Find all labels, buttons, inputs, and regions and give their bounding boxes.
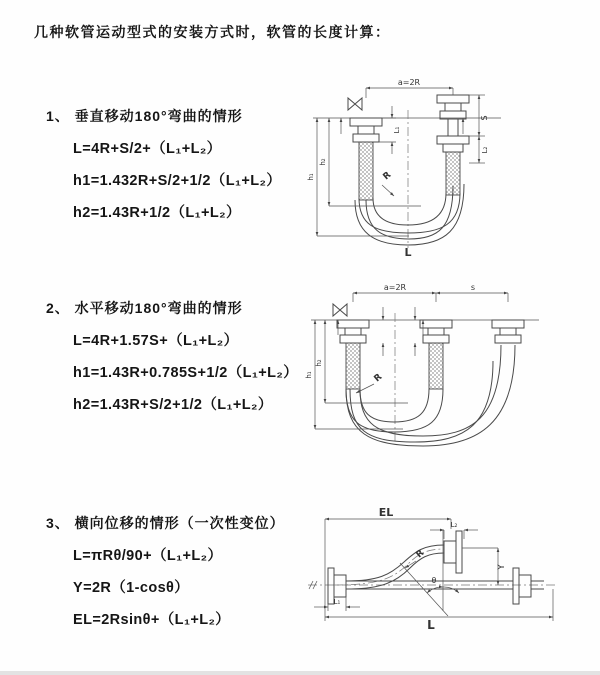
section-2-heading: 2、 水平移动180°弯曲的情形 bbox=[46, 300, 243, 316]
dim-label-h2: h₂ bbox=[319, 158, 327, 166]
dim-label-s: s bbox=[470, 283, 476, 292]
formula-h2: h2=1.43R+S/2+1/2（L₁+L₂） bbox=[73, 397, 273, 413]
formula-el: EL=2Rsinθ+（L₁+L₂） bbox=[73, 612, 231, 628]
dimension-y bbox=[462, 548, 507, 585]
section-lateral-displacement bbox=[46, 513, 285, 629]
formula-h1: h1=1.432R+S/2+1/2（L₁+L₂） bbox=[73, 173, 282, 189]
right-flange-assembly bbox=[513, 568, 544, 604]
angle-theta bbox=[400, 530, 459, 616]
dim-label-h1: h₁ bbox=[305, 371, 313, 379]
dimension-l2 bbox=[430, 521, 478, 539]
dim-label-l: L bbox=[427, 618, 435, 632]
dim-label-s: S bbox=[480, 115, 489, 121]
length-label: L bbox=[404, 246, 412, 259]
radius-label: R bbox=[372, 372, 385, 385]
diagram-horizontal-180-bend bbox=[303, 283, 595, 455]
formula-h1: h1=1.43R+0.785S+1/2（L₁+L₂） bbox=[73, 365, 299, 381]
dimension-l2 bbox=[469, 136, 489, 163]
right-flange-assembly bbox=[492, 320, 524, 343]
dim-label-l1: L₁ bbox=[333, 598, 341, 606]
fitting-dimension-arrows bbox=[383, 307, 415, 356]
diagram-vertical-180-bend bbox=[303, 72, 595, 268]
left-flange-assembly bbox=[337, 320, 369, 389]
dimension-s bbox=[436, 283, 508, 302]
dim-label-h2: h₂ bbox=[315, 359, 323, 367]
displaced-hose bbox=[334, 545, 444, 589]
reference-line bbox=[313, 118, 501, 134]
dim-label-a2r: a=2R bbox=[397, 78, 421, 87]
dim-label-el: EL bbox=[378, 506, 394, 519]
formula-h2: h2=1.43R+1/2（L₁+L₂） bbox=[73, 205, 241, 221]
formula-length: L=4R+S/2+（L₁+L₂） bbox=[73, 141, 222, 157]
left-flange-assembly bbox=[350, 118, 382, 200]
formula-length: L=4R+1.57S+（L₁+L₂） bbox=[73, 333, 239, 349]
page-title: 几种软管运动型式的安装方式时，软管的长度计算： bbox=[34, 24, 391, 40]
section-1-heading: 1、 垂直移动180°弯曲的情形 bbox=[46, 108, 243, 124]
dimension-l1 bbox=[379, 106, 401, 154]
page-bottom-edge bbox=[0, 671, 600, 675]
radius-leader bbox=[382, 170, 394, 196]
dim-label-l2: L₂ bbox=[481, 146, 489, 154]
dim-label-a2r: a=2R bbox=[383, 283, 407, 292]
dim-label-l1: L₁ bbox=[393, 126, 401, 134]
radius-label: R bbox=[414, 548, 427, 561]
formula-y: Y=2R（1-cosθ） bbox=[73, 580, 190, 596]
section-3-heading: 3、 横向位移的情形（一次性变位） bbox=[46, 515, 285, 531]
dimension-s bbox=[469, 95, 489, 136]
section-horizontal-movement bbox=[46, 298, 298, 414]
diagram-lateral-displacement bbox=[298, 503, 600, 671]
right-flange-assembly bbox=[437, 95, 469, 195]
valve-icon bbox=[348, 98, 362, 110]
dim-label-h1: h₁ bbox=[307, 173, 315, 181]
raised-flange-assembly bbox=[444, 531, 462, 573]
dimension-a2r bbox=[353, 283, 436, 302]
valve-icon bbox=[333, 304, 347, 316]
dimension-el bbox=[325, 506, 451, 621]
formula-length: L=πRθ/90+（L₁+L₂） bbox=[73, 548, 223, 564]
angle-label: θ bbox=[431, 576, 437, 585]
dim-label-y: Y bbox=[497, 564, 507, 570]
dim-label-l2: L₂ bbox=[450, 521, 458, 529]
middle-flange-assembly bbox=[420, 320, 452, 389]
radius-label: R bbox=[381, 170, 394, 183]
dimension-l1 bbox=[314, 597, 360, 611]
section-vertical-movement bbox=[46, 106, 281, 222]
